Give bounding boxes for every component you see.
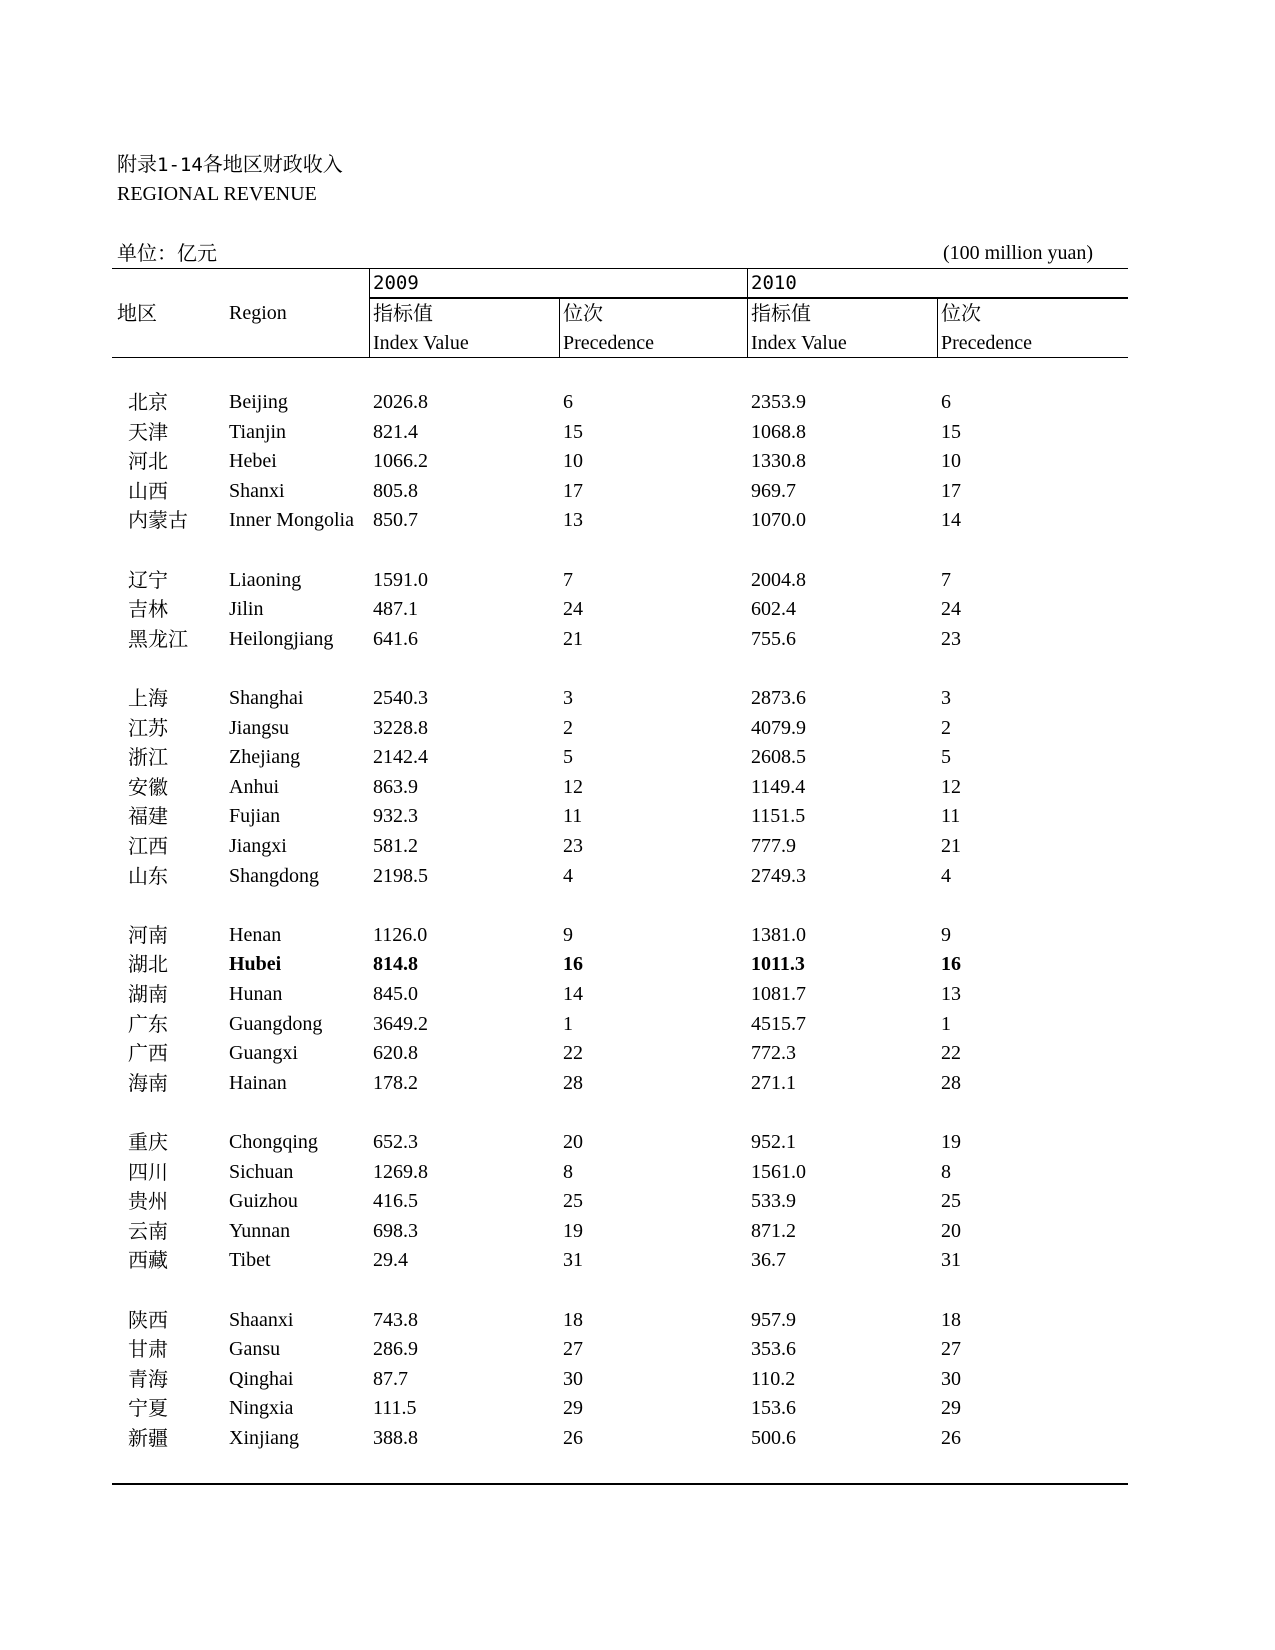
precedence-2009: 5 xyxy=(563,746,573,768)
index-value-2010: 2004.8 xyxy=(751,569,806,591)
index-value-2010: 500.6 xyxy=(751,1427,796,1449)
table-row xyxy=(0,743,1275,772)
precedence-2010: 5 xyxy=(941,746,951,768)
precedence-2010: 6 xyxy=(941,391,951,413)
table-row xyxy=(0,862,1275,891)
precedence-2009: 17 xyxy=(563,480,583,502)
index-value-2009: 1591.0 xyxy=(373,569,428,591)
index-value-2010: 1068.8 xyxy=(751,421,806,443)
index-value-2009: 1066.2 xyxy=(373,450,428,472)
precedence-2009: 15 xyxy=(563,421,583,443)
precedence-2010: 8 xyxy=(941,1161,951,1183)
precedence-2010: 14 xyxy=(941,509,961,531)
region-name-en: Jiangsu xyxy=(229,717,289,739)
table-row xyxy=(0,1424,1275,1453)
table-row xyxy=(0,921,1275,950)
table-title-en: REGIONAL REVENUE xyxy=(117,183,317,205)
header-2009-rank-cn: 位次 xyxy=(563,301,603,325)
region-name-cn: 西藏 xyxy=(128,1248,168,1272)
unit-label-cn: 单位：亿元 xyxy=(117,241,217,265)
region-name-cn: 内蒙古 xyxy=(128,508,188,532)
index-value-2010: 772.3 xyxy=(751,1042,796,1064)
region-name-cn: 新疆 xyxy=(128,1426,168,1450)
precedence-2009: 8 xyxy=(563,1161,573,1183)
index-value-2010: 1070.0 xyxy=(751,509,806,531)
precedence-2010: 31 xyxy=(941,1249,961,1271)
precedence-2009: 16 xyxy=(563,953,583,975)
precedence-2009: 10 xyxy=(563,450,583,472)
index-value-2009: 1126.0 xyxy=(373,924,428,946)
region-name-cn: 安徽 xyxy=(128,775,168,799)
region-name-cn: 浙江 xyxy=(128,745,168,769)
index-value-2010: 110.2 xyxy=(751,1368,796,1390)
index-value-2009: 3228.8 xyxy=(373,717,428,739)
precedence-2009: 13 xyxy=(563,509,583,531)
table-row xyxy=(0,566,1275,595)
precedence-2009: 14 xyxy=(563,983,583,1005)
table-row xyxy=(0,832,1275,861)
table-row xyxy=(0,506,1275,535)
index-value-2009: 845.0 xyxy=(373,983,418,1005)
index-value-2009: 87.7 xyxy=(373,1368,408,1390)
year-header-rule xyxy=(369,297,1128,299)
region-name-cn: 四川 xyxy=(128,1160,168,1184)
region-name-en: Shaanxi xyxy=(229,1309,294,1331)
region-name-cn: 青海 xyxy=(128,1367,168,1391)
region-name-cn: 江苏 xyxy=(128,716,168,740)
region-name-en: Hainan xyxy=(229,1072,287,1094)
column-divider xyxy=(369,268,370,358)
region-name-en: Yunnan xyxy=(229,1220,291,1242)
region-name-en: Gansu xyxy=(229,1338,281,1360)
region-name-cn: 吉林 xyxy=(128,597,168,621)
precedence-2009: 27 xyxy=(563,1338,583,1360)
table-row xyxy=(0,714,1275,743)
index-value-2009: 2142.4 xyxy=(373,746,428,768)
index-value-2009: 932.3 xyxy=(373,805,418,827)
index-value-2009: 652.3 xyxy=(373,1131,418,1153)
column-divider xyxy=(937,299,938,358)
index-value-2010: 1330.8 xyxy=(751,450,806,472)
region-name-en: Xinjiang xyxy=(229,1427,299,1449)
region-name-cn: 海南 xyxy=(128,1071,168,1095)
table-row xyxy=(0,1246,1275,1275)
table-row xyxy=(0,595,1275,624)
index-value-2010: 952.1 xyxy=(751,1131,796,1153)
region-name-cn: 河南 xyxy=(128,923,168,947)
column-divider xyxy=(559,299,560,358)
region-name-en: Ningxia xyxy=(229,1397,294,1419)
precedence-2009: 23 xyxy=(563,835,583,857)
precedence-2010: 13 xyxy=(941,983,961,1005)
table-row xyxy=(0,388,1275,417)
precedence-2010: 12 xyxy=(941,776,961,798)
table-row xyxy=(0,773,1275,802)
table-row xyxy=(0,477,1275,506)
table-row xyxy=(0,1394,1275,1423)
index-value-2009: 2198.5 xyxy=(373,865,428,887)
region-name-en: Anhui xyxy=(229,776,279,798)
region-name-cn: 广东 xyxy=(128,1012,168,1036)
index-value-2010: 969.7 xyxy=(751,480,796,502)
precedence-2010: 25 xyxy=(941,1190,961,1212)
index-value-2010: 957.9 xyxy=(751,1309,796,1331)
table-top-rule xyxy=(112,268,1128,269)
precedence-2010: 2 xyxy=(941,717,951,739)
table-row xyxy=(0,447,1275,476)
index-value-2009: 850.7 xyxy=(373,509,418,531)
region-name-en: Jilin xyxy=(229,598,264,620)
index-value-2010: 871.2 xyxy=(751,1220,796,1242)
precedence-2010: 7 xyxy=(941,569,951,591)
index-value-2010: 271.1 xyxy=(751,1072,796,1094)
region-name-en: Inner Mongolia xyxy=(229,509,354,531)
precedence-2010: 29 xyxy=(941,1397,961,1419)
index-value-2010: 4079.9 xyxy=(751,717,806,739)
region-name-en: Hubei xyxy=(229,953,282,975)
precedence-2010: 20 xyxy=(941,1220,961,1242)
table-row xyxy=(0,1069,1275,1098)
index-value-2009: 805.8 xyxy=(373,480,418,502)
region-name-cn: 天津 xyxy=(128,420,168,444)
table-row xyxy=(0,1158,1275,1187)
header-2009-value-en: Index Value xyxy=(373,332,469,354)
region-name-cn: 河北 xyxy=(128,449,168,473)
region-name-en: Sichuan xyxy=(229,1161,294,1183)
region-name-en: Hunan xyxy=(229,983,283,1005)
header-bottom-rule xyxy=(112,357,1128,358)
region-name-en: Guizhou xyxy=(229,1190,298,1212)
region-name-cn: 甘肃 xyxy=(128,1337,168,1361)
region-name-en: Henan xyxy=(229,924,282,946)
precedence-2009: 7 xyxy=(563,569,573,591)
table-row xyxy=(0,625,1275,654)
precedence-2009: 2 xyxy=(563,717,573,739)
precedence-2009: 20 xyxy=(563,1131,583,1153)
precedence-2009: 24 xyxy=(563,598,583,620)
table-row xyxy=(0,1039,1275,1068)
table-row xyxy=(0,1306,1275,1335)
index-value-2010: 1081.7 xyxy=(751,983,806,1005)
precedence-2009: 11 xyxy=(563,805,583,827)
header-2010-value-cn: 指标值 xyxy=(751,301,811,325)
header-2010-rank-en: Precedence xyxy=(941,332,1033,354)
region-name-en: Shanxi xyxy=(229,480,285,502)
header-2009-value-cn: 指标值 xyxy=(373,301,433,325)
column-divider xyxy=(747,268,748,358)
index-value-2009: 698.3 xyxy=(373,1220,418,1242)
region-name-cn: 江西 xyxy=(128,834,168,858)
precedence-2010: 9 xyxy=(941,924,951,946)
region-name-en: Shangdong xyxy=(229,865,319,887)
precedence-2009: 21 xyxy=(563,628,583,650)
region-name-cn: 山东 xyxy=(128,864,168,888)
index-value-2010: 777.9 xyxy=(751,835,796,857)
region-name-en: Guangdong xyxy=(229,1013,323,1035)
table-row xyxy=(0,1217,1275,1246)
index-value-2010: 153.6 xyxy=(751,1397,796,1419)
index-value-2009: 814.8 xyxy=(373,953,418,975)
index-value-2009: 620.8 xyxy=(373,1042,418,1064)
table-row xyxy=(0,802,1275,831)
table-row xyxy=(0,1010,1275,1039)
precedence-2009: 31 xyxy=(563,1249,583,1271)
table-row xyxy=(0,950,1275,979)
precedence-2010: 10 xyxy=(941,450,961,472)
region-name-cn: 北京 xyxy=(128,390,168,414)
region-name-cn: 上海 xyxy=(128,686,168,710)
region-name-en: Chongqing xyxy=(229,1131,318,1153)
index-value-2009: 863.9 xyxy=(373,776,418,798)
header-region-en: Region xyxy=(229,302,287,324)
index-value-2010: 4515.7 xyxy=(751,1013,806,1035)
header-2010-rank-cn: 位次 xyxy=(941,301,981,325)
index-value-2009: 3649.2 xyxy=(373,1013,428,1035)
table-row xyxy=(0,418,1275,447)
precedence-2009: 19 xyxy=(563,1220,583,1242)
index-value-2009: 2026.8 xyxy=(373,391,428,413)
precedence-2009: 12 xyxy=(563,776,583,798)
index-value-2009: 821.4 xyxy=(373,421,418,443)
region-name-en: Fujian xyxy=(229,805,281,827)
precedence-2009: 3 xyxy=(563,687,573,709)
precedence-2009: 29 xyxy=(563,1397,583,1419)
index-value-2009: 2540.3 xyxy=(373,687,428,709)
table-row xyxy=(0,1128,1275,1157)
precedence-2009: 4 xyxy=(563,865,573,887)
precedence-2010: 27 xyxy=(941,1338,961,1360)
index-value-2010: 602.4 xyxy=(751,598,796,620)
region-name-en: Hebei xyxy=(229,450,277,472)
index-value-2009: 29.4 xyxy=(373,1249,408,1271)
header-region-cn: 地区 xyxy=(117,301,157,325)
region-name-en: Guangxi xyxy=(229,1042,298,1064)
table-row xyxy=(0,1335,1275,1364)
region-name-cn: 辽宁 xyxy=(128,568,168,592)
precedence-2009: 6 xyxy=(563,391,573,413)
precedence-2010: 17 xyxy=(941,480,961,502)
index-value-2009: 416.5 xyxy=(373,1190,418,1212)
index-value-2010: 2608.5 xyxy=(751,746,806,768)
index-value-2010: 1381.0 xyxy=(751,924,806,946)
precedence-2009: 1 xyxy=(563,1013,573,1035)
precedence-2010: 11 xyxy=(941,805,961,827)
table-row xyxy=(0,1187,1275,1216)
index-value-2010: 353.6 xyxy=(751,1338,796,1360)
index-value-2009: 743.8 xyxy=(373,1309,418,1331)
precedence-2010: 1 xyxy=(941,1013,951,1035)
precedence-2010: 4 xyxy=(941,865,951,887)
table-row xyxy=(0,1365,1275,1394)
index-value-2009: 388.8 xyxy=(373,1427,418,1449)
region-name-en: Tianjin xyxy=(229,421,287,443)
index-value-2009: 487.1 xyxy=(373,598,418,620)
precedence-2010: 26 xyxy=(941,1427,961,1449)
index-value-2010: 36.7 xyxy=(751,1249,786,1271)
precedence-2009: 18 xyxy=(563,1309,583,1331)
region-name-en: Jiangxi xyxy=(229,835,287,857)
index-value-2009: 178.2 xyxy=(373,1072,418,1094)
unit-label-en: (100 million yuan) xyxy=(943,242,1093,264)
region-name-cn: 广西 xyxy=(128,1041,168,1065)
region-name-en: Heilongjiang xyxy=(229,628,334,650)
index-value-2010: 533.9 xyxy=(751,1190,796,1212)
region-name-cn: 陕西 xyxy=(128,1308,168,1332)
header-2009-rank-en: Precedence xyxy=(563,332,655,354)
index-value-2010: 2873.6 xyxy=(751,687,806,709)
precedence-2010: 24 xyxy=(941,598,961,620)
index-value-2009: 111.5 xyxy=(373,1397,417,1419)
precedence-2009: 9 xyxy=(563,924,573,946)
precedence-2009: 28 xyxy=(563,1072,583,1094)
region-name-cn: 宁夏 xyxy=(128,1396,168,1420)
index-value-2010: 2353.9 xyxy=(751,391,806,413)
precedence-2010: 28 xyxy=(941,1072,961,1094)
table-bottom-rule xyxy=(112,1483,1128,1485)
table-title-cn: 附录1-14各地区财政收入 xyxy=(117,152,343,176)
precedence-2009: 30 xyxy=(563,1368,583,1390)
precedence-2010: 21 xyxy=(941,835,961,857)
precedence-2010: 22 xyxy=(941,1042,961,1064)
region-name-cn: 云南 xyxy=(128,1219,168,1243)
region-name-en: Qinghai xyxy=(229,1368,294,1390)
precedence-2010: 19 xyxy=(941,1131,961,1153)
region-name-cn: 湖南 xyxy=(128,982,168,1006)
region-name-cn: 贵州 xyxy=(128,1189,168,1213)
index-value-2010: 1149.4 xyxy=(751,776,806,798)
precedence-2010: 16 xyxy=(941,953,961,975)
precedence-2009: 26 xyxy=(563,1427,583,1449)
index-value-2009: 1269.8 xyxy=(373,1161,428,1183)
region-name-cn: 山西 xyxy=(128,479,168,503)
region-name-en: Liaoning xyxy=(229,569,302,591)
header-year-2009: 2009 xyxy=(373,272,419,294)
index-value-2010: 755.6 xyxy=(751,628,796,650)
region-name-en: Zhejiang xyxy=(229,746,301,768)
region-name-cn: 黑龙江 xyxy=(128,627,188,651)
precedence-2009: 22 xyxy=(563,1042,583,1064)
region-name-en: Tibet xyxy=(229,1249,271,1271)
index-value-2010: 2749.3 xyxy=(751,865,806,887)
precedence-2010: 30 xyxy=(941,1368,961,1390)
index-value-2009: 581.2 xyxy=(373,835,418,857)
precedence-2009: 25 xyxy=(563,1190,583,1212)
index-value-2009: 641.6 xyxy=(373,628,418,650)
table-row xyxy=(0,980,1275,1009)
region-name-cn: 福建 xyxy=(128,804,168,828)
header-2010-value-en: Index Value xyxy=(751,332,847,354)
region-name-cn: 湖北 xyxy=(128,952,168,976)
index-value-2010: 1011.3 xyxy=(751,953,805,975)
precedence-2010: 18 xyxy=(941,1309,961,1331)
index-value-2009: 286.9 xyxy=(373,1338,418,1360)
index-value-2010: 1151.5 xyxy=(751,805,806,827)
region-name-cn: 重庆 xyxy=(128,1130,168,1154)
precedence-2010: 3 xyxy=(941,687,951,709)
index-value-2010: 1561.0 xyxy=(751,1161,806,1183)
precedence-2010: 23 xyxy=(941,628,961,650)
table-row xyxy=(0,684,1275,713)
region-name-en: Beijing xyxy=(229,391,288,413)
precedence-2010: 15 xyxy=(941,421,961,443)
header-year-2010: 2010 xyxy=(751,272,797,294)
region-name-en: Shanghai xyxy=(229,687,304,709)
